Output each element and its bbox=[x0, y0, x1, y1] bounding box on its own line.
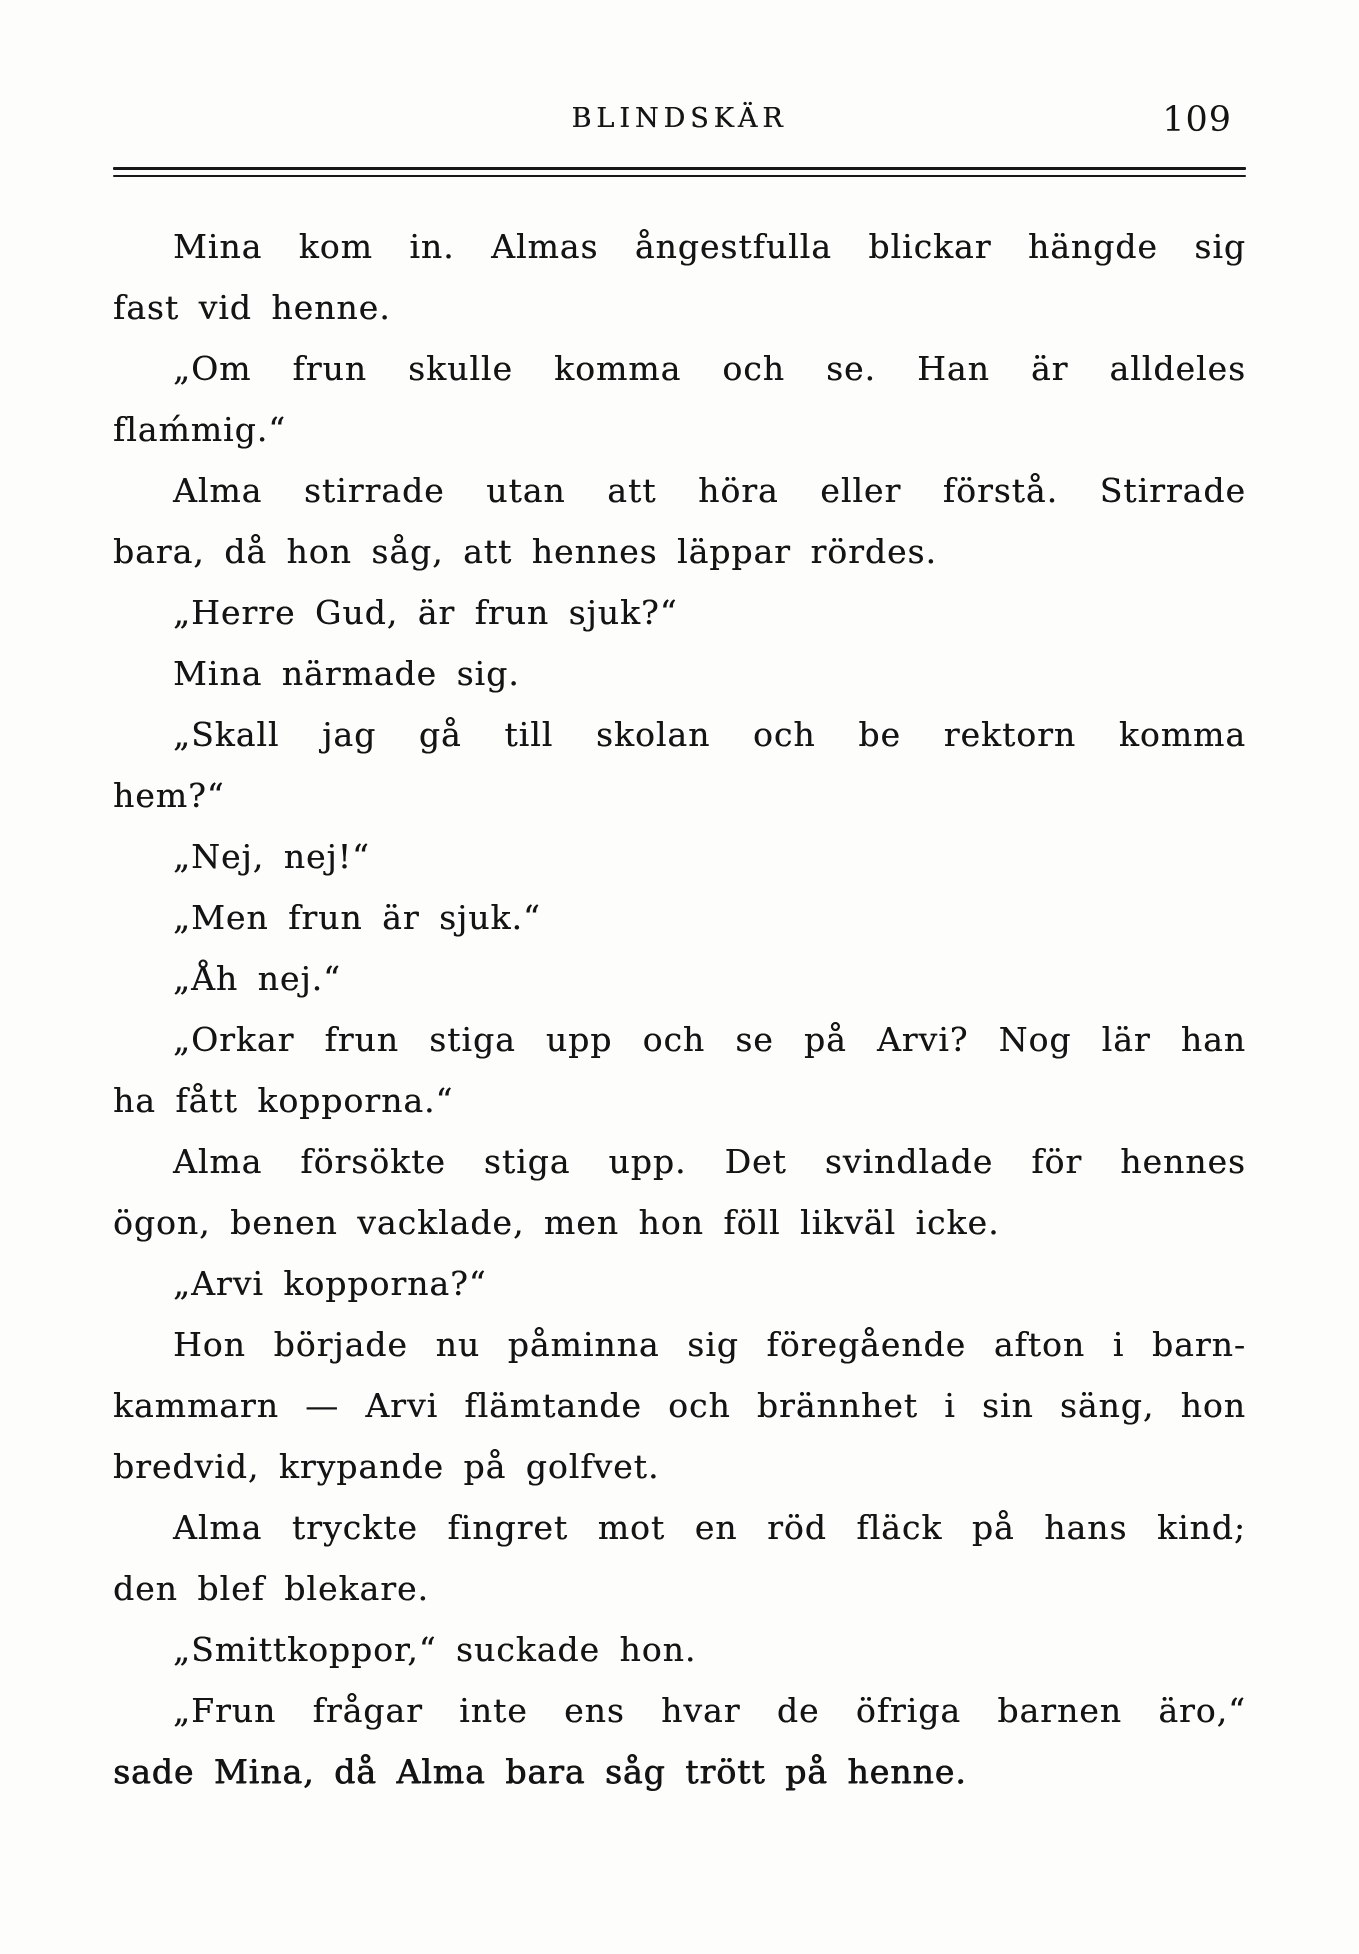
header-rule-bottom-line bbox=[113, 175, 1246, 177]
text-line: Hon började nu påminna sig föregående afton i barn- bbox=[173, 1325, 1246, 1364]
paragraph bbox=[113, 1314, 1246, 1497]
text-line: fast vid henne. bbox=[113, 288, 391, 327]
text-line: Mina närmade sig. bbox=[173, 654, 520, 693]
text-line: flaḿmig.“ bbox=[113, 410, 287, 449]
text-line: bredvid, krypande på golfvet. bbox=[113, 1447, 660, 1486]
paragraph bbox=[113, 216, 1246, 338]
text-line: „Arvi kopporna?“ bbox=[173, 1264, 487, 1303]
text-line: ha fått kopporna.“ bbox=[113, 1081, 454, 1120]
paragraph bbox=[113, 460, 1246, 582]
text-line: sade Mina, då Alma bara såg trött på henne. bbox=[113, 1752, 967, 1791]
text-line: den blef blekare. bbox=[113, 1569, 429, 1608]
text-line: „Skall jag gå till skolan och be rektorn komma bbox=[173, 715, 1246, 754]
text-line: Mina kom in. Almas ångestfulla blickar hängde sig bbox=[173, 227, 1246, 266]
text-line: „Nej, nej!“ bbox=[173, 837, 370, 876]
paragraph bbox=[113, 643, 1246, 704]
paragraph bbox=[113, 887, 1246, 948]
text-line: hem?“ bbox=[113, 776, 225, 815]
header-rule bbox=[113, 167, 1246, 179]
text-line: ögon, benen vacklade, men hon föll likväl icke. bbox=[113, 1203, 1000, 1242]
text-line: „Frun frågar inte ens hvar de öfriga barnen äro,“ bbox=[173, 1691, 1246, 1730]
text-line: Alma stirrade utan att höra eller förstå. Stirrade bbox=[173, 471, 1246, 510]
header-rule-top-line bbox=[113, 167, 1246, 170]
paragraph bbox=[113, 582, 1246, 643]
paragraph bbox=[113, 338, 1246, 460]
paragraph bbox=[113, 1009, 1246, 1131]
text-line: Alma försökte stiga upp. Det svindlade för hennes bbox=[173, 1142, 1246, 1181]
text-line: „Orkar frun stiga upp och se på Arvi? Nog lär han bbox=[173, 1020, 1246, 1059]
text-line: „Om frun skulle komma och se. Han är alldeles bbox=[173, 349, 1246, 388]
paragraph bbox=[113, 1680, 1246, 1802]
text-line: kammarn — Arvi flämtande och brännhet i sin säng, hon bbox=[113, 1386, 1246, 1425]
paragraph bbox=[113, 948, 1246, 1009]
paragraph bbox=[113, 1253, 1246, 1314]
paragraph bbox=[113, 1497, 1246, 1619]
text-line: „Smittkoppor,“ suckade hon. bbox=[173, 1630, 697, 1669]
paragraph bbox=[113, 1619, 1246, 1680]
page-header bbox=[113, 0, 1246, 140]
text-line: bara, då hon såg, att hennes läppar rördes. bbox=[113, 532, 937, 571]
paragraph bbox=[113, 704, 1246, 826]
text-line: „Åh nej.“ bbox=[173, 959, 342, 998]
text-line: Alma tryckte fingret mot en röd fläck på hans kind; bbox=[173, 1508, 1246, 1547]
running-title: BLINDSKÄR bbox=[571, 103, 788, 134]
page-body bbox=[113, 216, 1246, 1802]
paragraph bbox=[113, 826, 1246, 887]
text-line: „Herre Gud, är frun sjuk?“ bbox=[173, 593, 678, 632]
page-number: 109 bbox=[1162, 100, 1232, 140]
paragraph bbox=[113, 1131, 1246, 1253]
text-line: „Men frun är sjuk.“ bbox=[173, 898, 541, 937]
